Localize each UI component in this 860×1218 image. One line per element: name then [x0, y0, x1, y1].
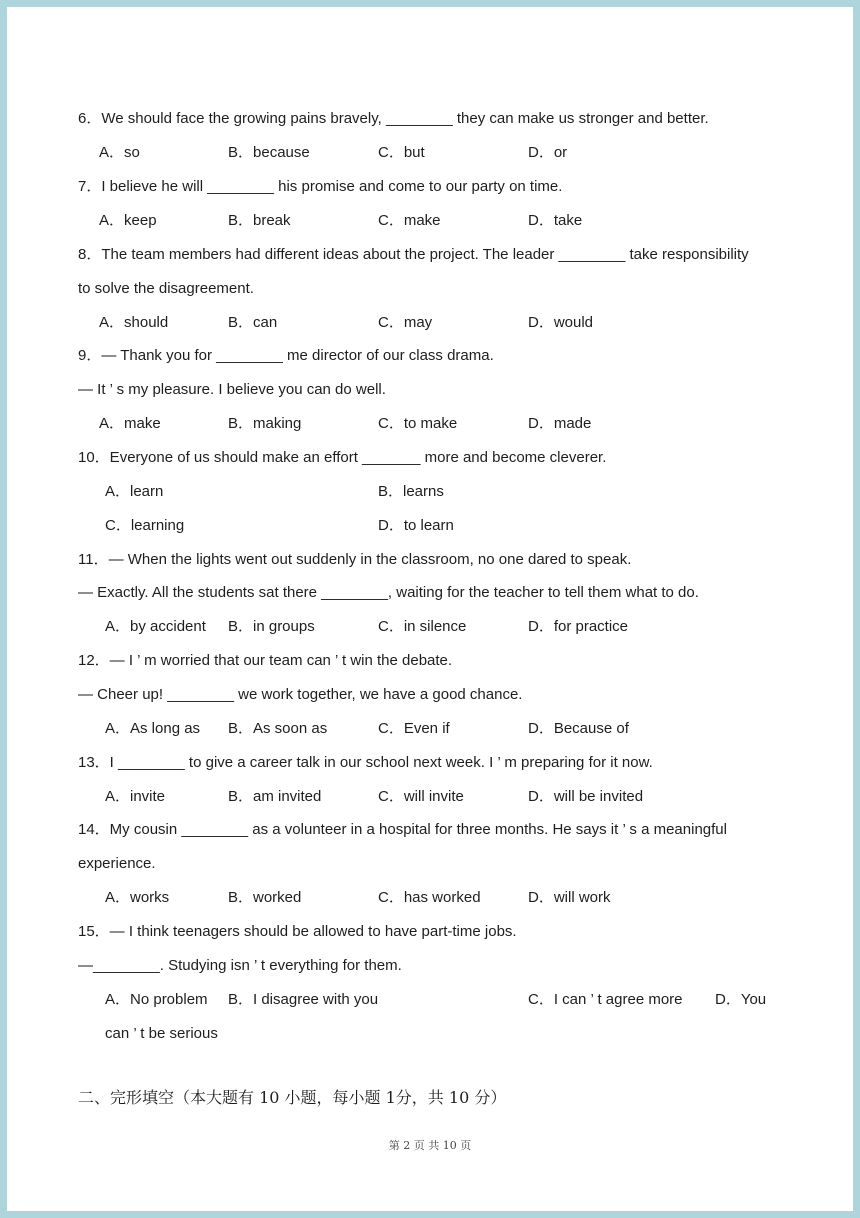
question-9-option-a: A．make [99, 415, 161, 432]
question-12-reply: — Cheer up! ________ we work together, we have a good chance. [78, 686, 523, 703]
question-8-option-b: B．can [228, 314, 278, 331]
question-14-option-c: C．has worked [378, 889, 481, 906]
question-15-option-d: D．You [715, 991, 767, 1008]
question-11-option-c: C．in silence [378, 618, 467, 635]
question-10-option-c: C．learning [105, 517, 185, 534]
question-15-stem: 15．— I think teenagers should be allowed to have part-time jobs. [78, 923, 517, 940]
question-15-reply: —________. Studying isn ’ t everything for them. [78, 957, 402, 974]
question-8-option-c: C．may [378, 314, 433, 331]
question-9-stem: 9．— Thank you for ________ me director of our class drama. [78, 347, 494, 364]
question-15-option-d-continued: can ’ t be serious [105, 1025, 218, 1042]
question-13-option-d: D．will be invited [528, 788, 644, 805]
question-7-option-d: D．take [528, 212, 583, 229]
section-heading-cloze: 二、完形填空（本大题有 10 小题，每小题 1分，共 10 分） [78, 1088, 507, 1107]
question-9-option-b: B．making [228, 415, 302, 432]
question-10-stem: 10．Everyone of us should make an effort _______ more and become cleverer. [78, 449, 607, 466]
question-12-stem: 12．— I ’ m worried that our team can ’ t win the debate. [78, 652, 453, 669]
question-14-stem-continued: experience. [78, 855, 156, 872]
question-9-option-c: C．to make [378, 415, 458, 432]
question-14-stem: 14．My cousin ________ as a volunteer in a hospital for three months. He says it ’ s a meaningful [78, 821, 727, 838]
question-11-option-d: D．for practice [528, 618, 629, 635]
question-8-option-a: A．should [99, 314, 169, 331]
question-12-option-c: C．Even if [378, 720, 450, 737]
question-14-option-b: B．worked [228, 889, 302, 906]
question-15-option-a: A．No problem [105, 991, 208, 1008]
question-7-option-a: A．keep [99, 212, 157, 229]
question-8-option-d: D．would [528, 314, 594, 331]
question-10-option-d: D．to learn [378, 517, 454, 534]
question-13-option-b: B．am invited [228, 788, 322, 805]
question-9-reply: — It ’ s my pleasure. I believe you can do well. [78, 381, 386, 398]
question-11-option-a: A．by accident [105, 618, 206, 635]
question-6-option-b: B．because [228, 144, 310, 161]
question-13-stem: 13．I ________ to give a career talk in our school next week. I ’ m preparing for it now. [78, 754, 653, 771]
question-7-stem: 7．I believe he will ________ his promise and come to our party on time. [78, 178, 563, 195]
question-12-option-d: D．Because of [528, 720, 629, 737]
question-14-option-a: A．works [105, 889, 170, 906]
question-13-option-c: C．will invite [378, 788, 464, 805]
question-11-stem: 11．— When the lights went out suddenly in the classroom, no one dared to speak. [78, 551, 632, 568]
question-10-option-a: A．learn [105, 483, 164, 500]
page-footer: 第 2 页 共 10 页 [388, 1139, 472, 1152]
question-11-option-b: B．in groups [228, 618, 315, 635]
question-15-option-b: B．I disagree with you [228, 991, 379, 1008]
question-10-option-b: B．learns [378, 483, 444, 500]
document-page [7, 7, 853, 1211]
question-6-option-a: A．so [99, 144, 140, 161]
question-8-stem: 8．The team members had different ideas about the project. The leader ________ take responsibility [78, 246, 749, 263]
question-12-option-a: A．As long as [105, 720, 201, 737]
question-13-option-a: A．invite [105, 788, 166, 805]
question-9-option-d: D．made [528, 415, 592, 432]
question-8-stem-continued: to solve the disagreement. [78, 280, 254, 297]
question-15-option-c: C．I can ’ t agree more [528, 991, 683, 1008]
question-6-option-d: D．or [528, 144, 568, 161]
question-6-option-c: C．but [378, 144, 425, 161]
question-7-option-c: C．make [378, 212, 441, 229]
question-6-stem: 6．We should face the growing pains bravely, ________ they can make us stronger and better. [78, 110, 709, 127]
question-12-option-b: B．As soon as [228, 720, 328, 737]
question-7-option-b: B．break [228, 212, 291, 229]
question-14-option-d: D．will work [528, 889, 611, 906]
question-11-reply: — Exactly. All the students sat there ________, waiting for the teacher to tell them what to do. [78, 584, 699, 601]
